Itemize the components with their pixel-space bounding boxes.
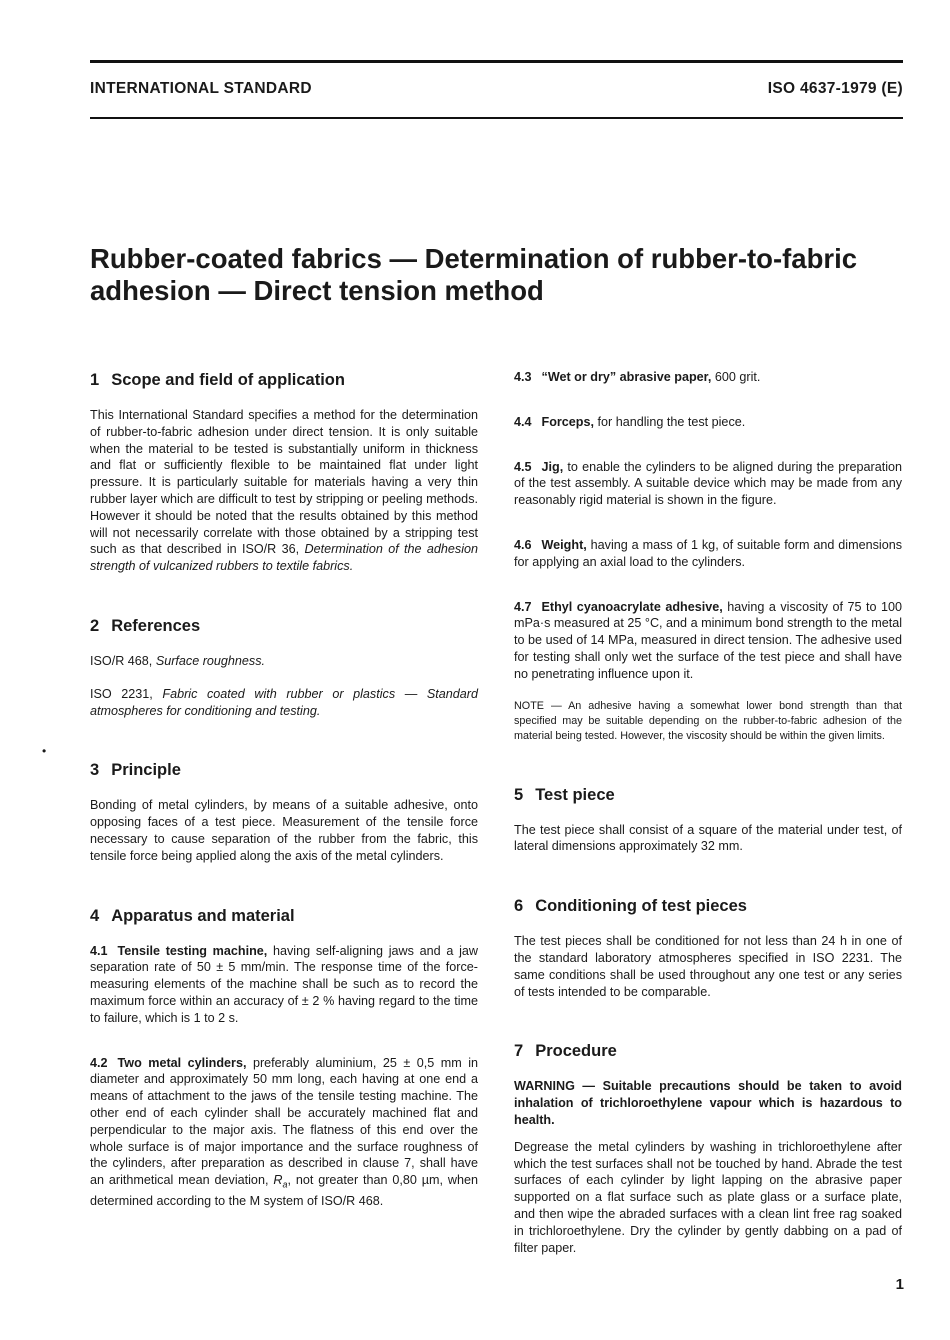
section-title: Conditioning of test pieces	[535, 897, 747, 916]
item-text: having self-aligning jaws and a jaw separation rate of 50 ± 5 mm/min. The response time of the force-measuring elements of the machine shall be such as to record the maximum force within an accuracy of ± 2 % having regard to the time to failure, which is 1 to 2 s.	[90, 943, 478, 1025]
left-column	[90, 369, 478, 1210]
apparatus-item-4-2	[90, 1055, 478, 1211]
section-number: 1	[90, 371, 100, 389]
section-title: Test piece	[535, 785, 615, 804]
section-title: Procedure	[535, 1042, 617, 1061]
item-term: Ethyl cyanoacrylate adhesive,	[541, 599, 723, 614]
section-heading-test-piece	[514, 784, 902, 806]
item-number: 4.3	[514, 370, 532, 384]
item-text: having a mass of 1 kg, of suitable form and dimensions for applying an axial load to the cylinders.	[514, 537, 903, 569]
safety-warning: WARNING — Suitable precautions should be taken to avoid inhalation of trichloroethylene vapour which is hazardous to health.	[514, 1079, 902, 1127]
item-number: 4.1	[90, 943, 108, 958]
right-column	[514, 369, 902, 1256]
section-heading-conditioning	[514, 895, 902, 917]
section-title: References	[111, 616, 201, 635]
section-heading-scope	[90, 369, 478, 391]
apparatus-item-4-7	[514, 599, 902, 683]
section-number: 6	[514, 897, 524, 916]
item-term: “Wet or dry” abrasive paper,	[541, 370, 712, 384]
document-title: Rubber-coated fabrics — Determination of rubber-to-fabric adhesion — Direct tension method	[90, 243, 858, 306]
conditioning-paragraph: The test pieces shall be conditioned for not less than 24 h in one of the standard laboratory atmospheres specified in ISO 2231. The same conditions shall be used throughout any one test or any series of tests intended to be comparable.	[514, 934, 902, 999]
item-number: 4.5	[514, 459, 532, 474]
apparatus-item-4-6	[514, 537, 902, 571]
section-number: 2	[90, 616, 100, 635]
procedure-paragraph: Degrease the metal cylinders by washing in trichloroethylene after which the test surfaces shall not be touched by hand. Abrade the test surfaces of each cylinder by light lapping on the abrasive paper supported on a flat surface such as plate glass or a surface plate, and then wipe the abraded surfaces with a clean lint free rag soaked in trichloroethylene. Dry the cylinder by gently dabbing on a pad of filter paper.	[514, 1139, 902, 1255]
item-term: Two metal cylinders,	[117, 1055, 247, 1070]
section-number: 5	[514, 785, 524, 804]
reference-code: ISO 2231,	[90, 686, 153, 701]
test-piece-paragraph: The test piece shall consist of a square of the material under test, of lateral dimensions approximately 32 mm.	[514, 822, 902, 854]
item-number: 4.7	[514, 599, 532, 614]
page-number: 1	[895, 1276, 904, 1293]
roughness-symbol: $R_a$	[273, 1173, 288, 1190]
item-term: Forceps,	[541, 414, 595, 429]
apparatus-item-4-4	[514, 414, 902, 431]
section-title: Principle	[111, 761, 181, 780]
item-text: preferably aluminium, 25 ± 0,5 mm in diameter and approximately 50 mm long, each having at one end a means of attachment to the jaws of the tensile testing machine. The other end of each cylinder shall be accurately machined flat and perpendicular to the major axis. The flatness of this end over the whole surface is of major importance and the surface roughness of the cylinders, after preparation as described in clause 7, shall have an arithmetical mean deviation,	[90, 1055, 478, 1188]
scope-paragraph	[90, 407, 478, 575]
section-title: Apparatus and material	[111, 906, 295, 925]
item-term: Weight,	[541, 537, 587, 552]
item-number: 4.4	[514, 414, 532, 429]
document-type-label: INTERNATIONAL STANDARD	[90, 80, 312, 97]
section-title: Scope and field of application	[111, 371, 345, 389]
item-term: Tensile testing machine,	[117, 943, 268, 958]
item-term: Jig,	[541, 459, 564, 474]
standard-number: ISO 4637-1979 (E)	[767, 80, 903, 97]
item-text-tail: , not greater than 0,80 µm, when determined according to the M system of ISO/R 468.	[90, 1173, 479, 1209]
item-text: for handling the test piece.	[597, 414, 746, 429]
item-number: 4.6	[514, 537, 532, 552]
reference-code: ISO/R 468,	[90, 653, 153, 668]
principle-paragraph: Bonding of metal cylinders, by means of a suitable adhesive, onto opposing faces of a test piece. Measurement of the tensile force necessary to cause separation of the rubber from the fabric, this tensile force being applied along the axis of the metal cylinders.	[90, 798, 478, 863]
scope-italic-reference: Determination of the adhesion strength of vulcanized rubbers to textile fabrics.	[90, 542, 478, 574]
item-number: 4.2	[90, 1055, 108, 1070]
reference-item	[90, 653, 478, 670]
adhesive-note: NOTE — An adhesive having a somewhat lower bond strength than that specified may be suitable depending on the rubber-to-fabric adhesion of the material being tested. However, the viscosity should be within the given limits.	[514, 699, 902, 742]
margin-mark: •	[42, 744, 47, 758]
reference-title: Surface roughness.	[155, 653, 266, 668]
item-text: to enable the cylinders to be aligned during the preparation of the test assembly. A suitable device which may be made from any reasonably rigid material is shown in the figure.	[514, 459, 903, 508]
apparatus-item-4-1	[90, 943, 478, 1027]
reference-title: Fabric coated with rubber or plastics — Standard atmospheres for conditioning and testing.	[90, 686, 478, 718]
apparatus-item-4-3	[514, 369, 902, 386]
item-text: 600 grit.	[714, 370, 761, 384]
section-number: 7	[514, 1042, 524, 1061]
section-number: 4	[90, 906, 100, 925]
section-heading-principle	[90, 759, 478, 781]
section-heading-apparatus	[90, 905, 478, 927]
item-text: having a viscosity of 75 to 100 mPa·s measured at 25 °C, and a minimum bond strength to the metal to be used of 14 MPa, measured in direct tension. The adhesive used for testing shall only wet the surface of the test piece and shall have no penetrating influence upon it.	[514, 599, 903, 681]
reference-item	[90, 686, 478, 720]
section-heading-references	[90, 615, 478, 637]
section-number: 3	[90, 761, 100, 780]
header-bottom-rule	[90, 117, 903, 119]
section-heading-procedure	[514, 1040, 902, 1062]
header-top-rule	[90, 60, 903, 63]
scope-text: This International Standard specifies a method for the determination of rubber-to-fabric adhesion under direct tension. It is only suitable when the material to be tested is substantially uniform in thickness and flat or sufficiently flexible to be maintained flat under light pressure. It is particularly suitable for materials having a very thin rubber layer which are difficult to test by stripping or peeling methods. However it should be noted that the results obtained by this method will not necessarily correlate with those obtained by a stripping test such as that described in ISO/R 36,	[90, 408, 478, 557]
apparatus-item-4-5	[514, 459, 902, 509]
